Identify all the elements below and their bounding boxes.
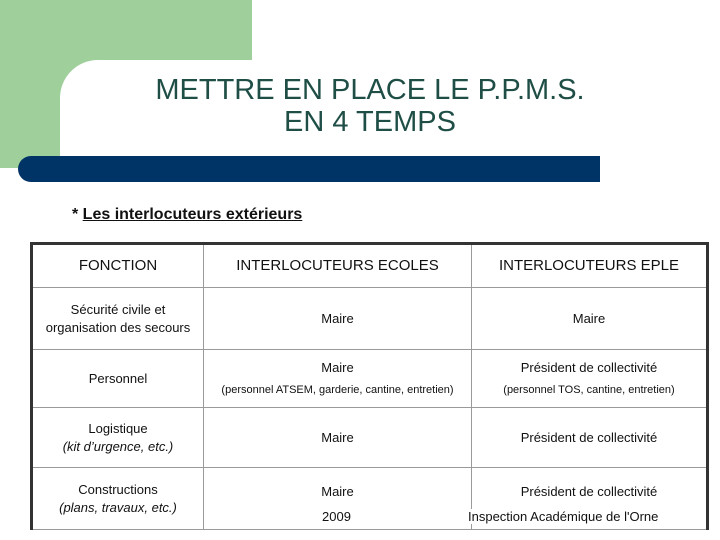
cell-ecoles: Maire	[204, 408, 472, 468]
title-underline-bar	[18, 156, 600, 182]
cell-eple: Maire	[472, 288, 708, 350]
slide-title	[60, 74, 680, 138]
eple-note: (personnel TOS, cantine, entretien)	[503, 383, 675, 396]
cell-eple: Président de collectivité	[472, 468, 708, 530]
footer-year: 2009	[322, 509, 351, 524]
subtitle-text: Les interlocuteurs extérieurs	[82, 206, 303, 223]
table-row	[32, 288, 708, 350]
cell-eple: Président de collectivité	[472, 408, 708, 468]
cell-fonction	[32, 288, 204, 350]
fonction-line: (plans, travaux, etc.)	[59, 499, 177, 515]
cell-ecoles: Maire	[204, 468, 472, 530]
fonction-line: Logistique	[88, 420, 148, 436]
cell-eple	[472, 350, 708, 408]
cell-fonction: Personnel	[32, 350, 204, 408]
eple-value: Président de collectivité	[520, 359, 658, 375]
ecoles-note: (personnel ATSEM, garderie, cantine, entretien)	[221, 383, 454, 396]
header-eple: INTERLOCUTEURS EPLE	[472, 244, 708, 288]
header-fonction: FONCTION	[32, 244, 204, 288]
ecoles-value: Maire	[321, 359, 354, 375]
title-line-1: METTRE EN PLACE LE P.P.M.S.	[155, 74, 585, 106]
header-ecoles: INTERLOCUTEURS ECOLES	[204, 244, 472, 288]
cell-ecoles	[204, 350, 472, 408]
footer-org: Inspection Académique de l'Orne	[468, 509, 659, 524]
subtitle-bullet: *	[72, 206, 83, 223]
fonction-line: organisation des secours	[45, 319, 191, 335]
table-row	[32, 350, 708, 408]
cell-fonction	[32, 408, 204, 468]
cell-fonction	[32, 468, 204, 530]
table-header-row	[32, 244, 708, 288]
fonction-line: Constructions	[78, 481, 158, 497]
subtitle	[72, 206, 302, 224]
fonction-line: (kit d’urgence, etc.)	[62, 438, 174, 454]
title-line-2: EN 4 TEMPS	[284, 106, 456, 138]
table-row	[32, 408, 708, 468]
interlocutors-table	[30, 242, 709, 530]
fonction-line: Sécurité civile et	[70, 301, 166, 317]
cell-ecoles: Maire	[204, 288, 472, 350]
